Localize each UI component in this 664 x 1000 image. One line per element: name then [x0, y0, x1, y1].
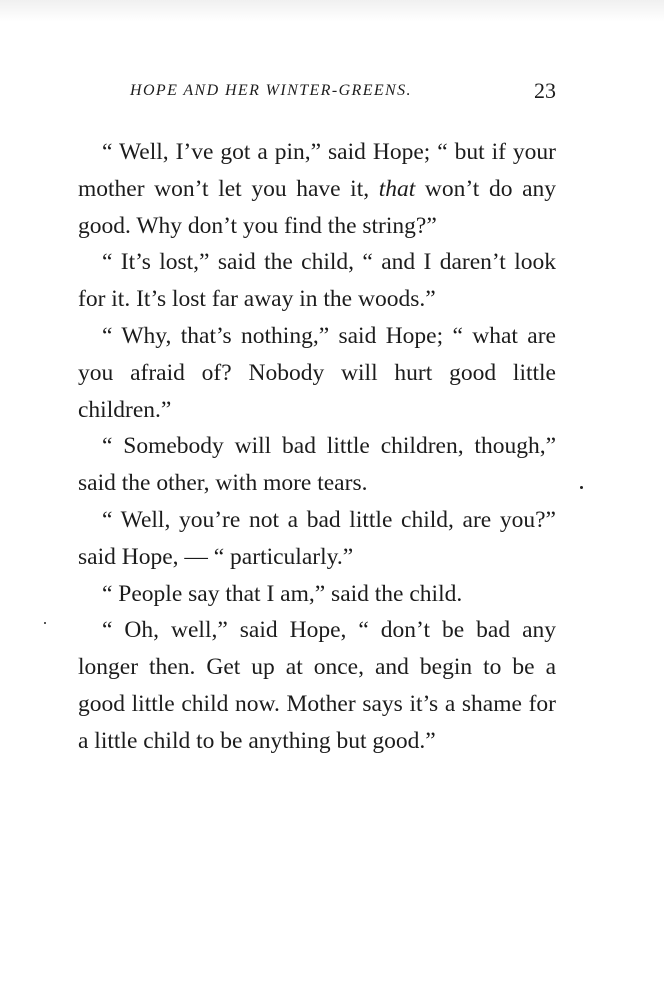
paragraph	[78, 612, 556, 759]
paragraph-text: won’t do any good. Why don’t you find the string?”	[78, 175, 556, 239]
paragraph-text: “ Somebody will bad little children, though,” said the other, with more tears.	[78, 433, 556, 497]
paragraph-text: “ Oh, well,” said Hope, “ don’t be bad any longer then. Get up at once, and begin to be a good little child now. Mother says it’s a shame for a little child to be anything but good.”	[78, 617, 556, 754]
body-text	[78, 134, 556, 760]
ink-speck	[580, 486, 583, 489]
paragraph	[78, 576, 556, 613]
ink-speck	[44, 622, 46, 624]
paragraph-text: “ Well, you’re not a bad little child, are you?” said Hope, — “ particularly.”	[78, 506, 556, 570]
page-number: 23	[534, 78, 556, 103]
running-head	[78, 78, 556, 106]
paragraph	[78, 134, 556, 244]
paragraph-text: “ People say that I am,” said the child.	[102, 580, 463, 607]
previous-page-bleed	[0, 0, 664, 22]
running-title: HOPE AND HER WINTER-GREENS.	[130, 82, 412, 99]
paragraph	[78, 428, 556, 502]
paragraph	[78, 244, 556, 318]
paragraph	[78, 502, 556, 576]
paragraph-text: “ It’s lost,” said the child, “ and I daren’t look for it. It’s lost far away in the woods.”	[78, 249, 556, 313]
emphasis-text: that	[378, 175, 416, 202]
paragraph	[78, 318, 556, 428]
paragraph-text: “ Why, that’s nothing,” said Hope; “ what are you afraid of? Nobody will hurt good little children.”	[78, 322, 556, 423]
paragraph-text: “ Well, I’ve got a pin,” said Hope; “ but if your mother won’t let you have it,	[78, 139, 556, 202]
